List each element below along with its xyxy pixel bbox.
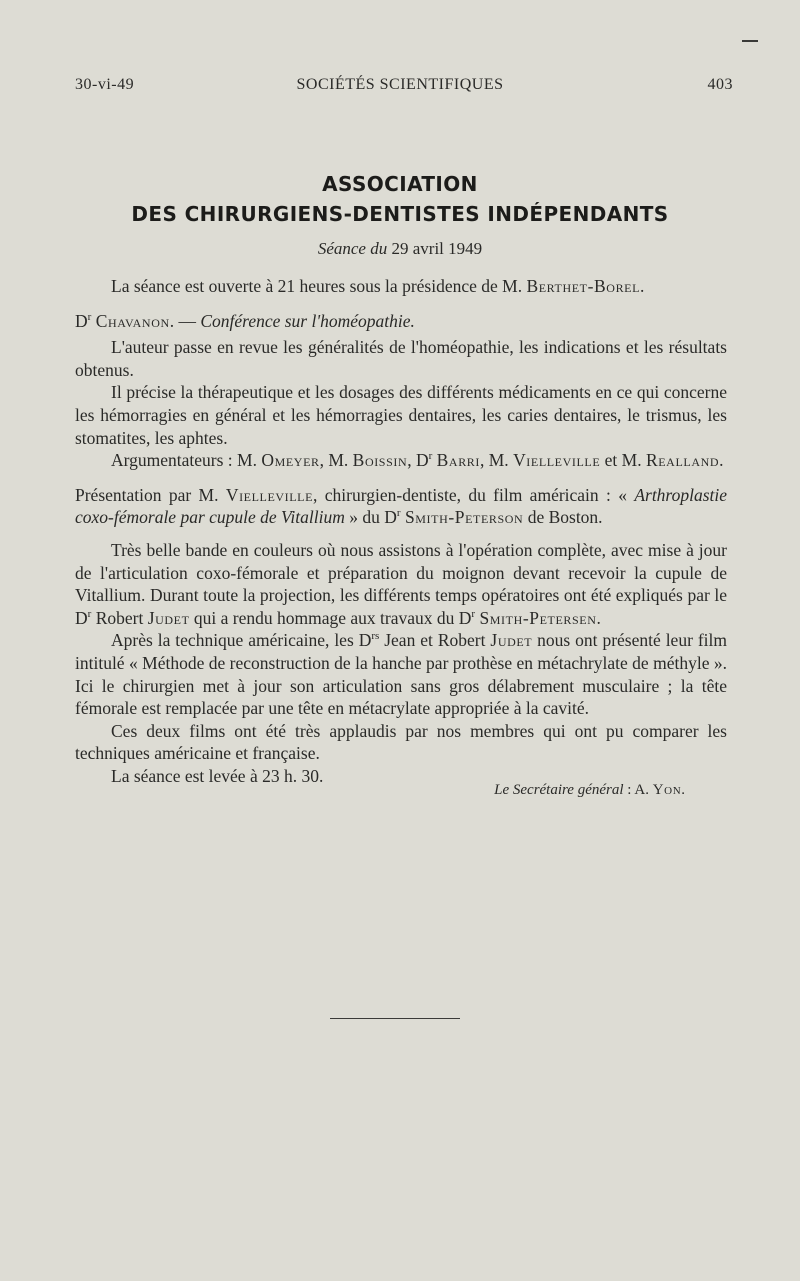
header-section: SOCIÉTÉS SCIENTIFIQUES <box>296 76 504 93</box>
paragraph-second-film: Après la technique américaine, les $D^{rs}$ Jean et Robert Judet nous ont présenté leur film intitulé « Méthode de reconstruction de la hanche par prothèse en métachrylate de méthyle ». Ici le chirurgien met à jour son articulation sans gros délabrement musculaire ; la tête fémorale est remplacée par une tête en métacrylate appropriée à la cavité. <box>75 630 727 719</box>
article-body <box>75 275 727 799</box>
paragraph-overview: L'auteur passe en revue les généralités de l'homéopathie, les indications et les résultats obtenus. <box>75 337 727 380</box>
corner-mark <box>742 40 758 42</box>
session-label: Séance du <box>317 239 388 258</box>
title-line-2: DES CHIRURGIENS-DENTISTES INDÉPENDANTS <box>131 202 669 226</box>
title-line-1: ASSOCIATION <box>322 172 478 196</box>
paragraph-closing: La séance est levée à 23 h. 30. <box>111 765 324 786</box>
session-date: 29 avril 1949 <box>391 239 483 258</box>
paragraph-applause: Ces deux films ont été très applaudis par nos membres qui ont pu comparer les techniques américaine et française. <box>75 720 727 764</box>
paragraph-film-description: Très belle bande en couleurs où nous assistons à l'opération complète, avec mise à jour de l'articulation coxo-fémorale et préparation du moignon devant recevoir la cupule de Vitallium. Durant toute la projection, les différents temps opératoires ont été expliqués par le $D^r$ Robert Judet qui a rendu hommage aux travaux du $D^r$ Smith-Petersen. <box>75 539 727 628</box>
paragraph-opening: La séance est ouverte à 21 heures sous la présidence de M. Berthet-Borel. <box>111 276 645 296</box>
paragraph-film-presentation: Présentation par M. Vielleville, chirurgien-dentiste, du film américain : « Arthroplastie coxo-fémorale par cupule de Vitallium » du $D^r$ Smith-Peterson de Boston. <box>75 484 727 528</box>
signature: Le Secrétaire général : A. Yon. <box>494 782 685 799</box>
session-line <box>0 239 800 259</box>
president-name: Berthet-Borel <box>526 276 641 296</box>
paragraph-discussants: Argumentateurs : M. Omeyer, M. Boissin, $D^r$ Barri, M. Vielleville et M. Realland. <box>111 450 724 471</box>
film-title: Arthroplastie coxo-fémorale par cupule de Vitallium <box>75 484 727 528</box>
end-rule <box>330 1018 460 1019</box>
lecture-title: Conférence sur l'homéopathie. <box>200 310 415 331</box>
paragraph-therapeutics: Il précise la thérapeutique et les dosages des différents médicaments en ce qui concerne les hémorragies en général et les hémorragies dentaires, les caries dentaires, le trismus, les stomatites, les aphtes. <box>75 382 727 448</box>
paragraph-lecture: $D^r$ Chavanon. — Conférence sur l'homéopathie. <box>75 310 415 331</box>
lecturer-name: Chavanon <box>95 310 170 331</box>
header-page-number: 403 <box>707 76 733 93</box>
header-date: 30-vi-49 <box>75 76 135 93</box>
